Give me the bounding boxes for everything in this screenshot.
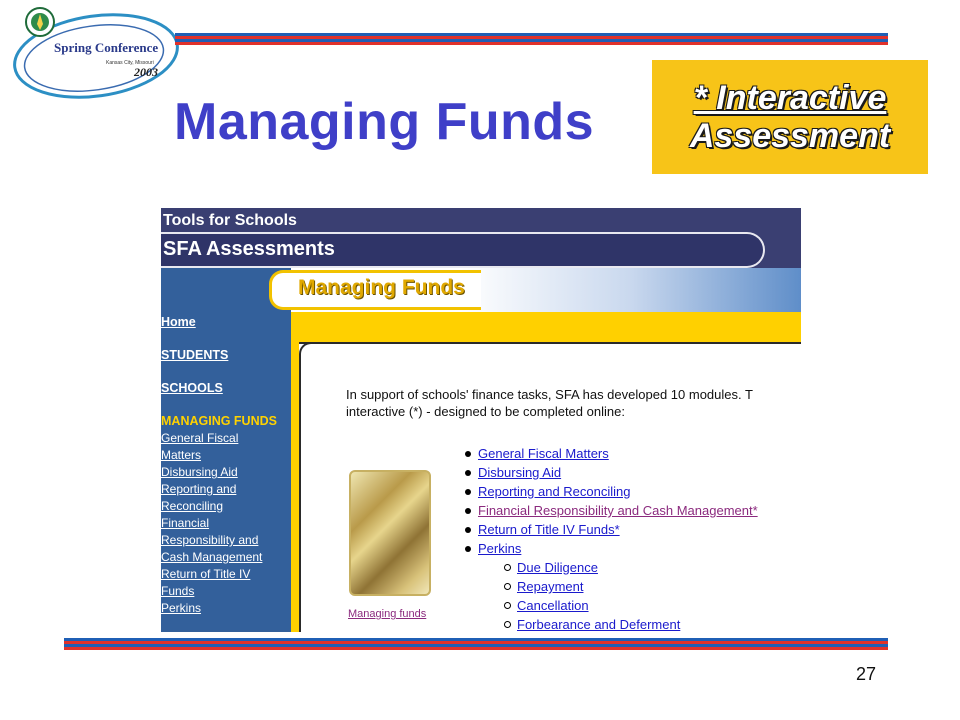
callout-line-2: Assessment [689,117,891,155]
module-link-perkins[interactable]: Perkins [478,541,522,556]
submodule-link-cancellation[interactable]: Cancellation [517,598,589,613]
spring-conference-logo [6,4,182,100]
sidebar-link-general-fiscal[interactable]: General Fiscal [161,431,239,445]
submodule-link-due-diligence[interactable]: Due Diligence [517,560,598,575]
top-divider-stripe [175,33,888,45]
sidebar-link-disbursing-aid[interactable]: Disbursing Aid [161,465,238,479]
site-tools-title: Tools for Schools [163,212,297,229]
sidebar-link-perkins[interactable]: Perkins [161,601,202,615]
sidebar-link-financial[interactable]: Financial [161,516,210,530]
page-number: 27 [856,664,877,684]
sidebar-link-reporting[interactable]: Reporting and [161,482,237,496]
circle-bullet-icon [504,621,511,628]
intro-text [346,386,801,420]
banner-gradient [461,268,801,312]
bottom-divider-stripe [64,638,888,650]
sidebar-link-return-title-iv[interactable]: Return of Title IV [161,567,251,581]
site-sidebar [161,312,291,632]
site-sfa-title: SFA Assessments [163,238,335,260]
interactive-assessment-callout [652,60,928,174]
bullet-icon [465,546,471,552]
callout-line-1: * Interactive [693,79,887,117]
module-link-financial-responsibility[interactable]: Financial Responsibility and Cash Management* [478,503,758,518]
image-caption-link[interactable]: Managing funds [348,608,427,620]
bullet-icon [465,508,471,514]
content-top-border [299,342,801,350]
sidebar-section-managing-funds: MANAGING FUNDS [161,414,277,428]
sidebar-link-cash-management[interactable]: Cash Management [161,550,263,564]
sidebar-link-schools[interactable]: SCHOOLS [161,381,223,395]
module-link-return-title-iv[interactable]: Return of Title IV Funds* [478,522,620,537]
intro-line-2: interactive (*) - designed to be completed online: [346,404,625,419]
logo-title: Spring Conference [54,40,159,55]
module-link-general-fiscal-matters[interactable]: General Fiscal Matters [478,446,609,461]
sidebar-link-funds[interactable]: Funds [161,584,195,598]
content-yellow-top [291,312,801,342]
submodule-link-repayment[interactable]: Repayment [517,579,584,594]
sidebar-link-reconciling[interactable]: Reconciling [161,499,224,513]
bullet-icon [465,527,471,533]
submodule-link-forbearance-deferment[interactable]: Forbearance and Deferment [517,617,681,632]
bullet-icon [465,470,471,476]
circle-bullet-icon [504,583,511,590]
module-link-reporting-reconciling[interactable]: Reporting and Reconciling [478,484,631,499]
circle-bullet-icon [504,602,511,609]
bullet-icon [465,451,471,457]
content-corner-border [299,342,313,632]
circle-bullet-icon [504,564,511,571]
sidebar-link-home[interactable]: Home [161,315,196,329]
slide-title: Managing Funds [174,93,595,151]
logo-location: Kansas City, Missouri [106,60,154,66]
logo-year: 2003 [134,65,158,79]
sidebar-link-responsibility[interactable]: Responsibility and [161,533,259,547]
banner-title: Managing Funds [298,276,465,299]
website-screenshot [161,208,801,632]
bullet-icon [465,489,471,495]
sidebar-link-general-fiscal-matters[interactable]: Matters [161,448,202,462]
money-stack-image[interactable] [349,470,431,596]
intro-line-1: In support of schools' finance tasks, SFA has developed 10 modules. T [346,387,753,402]
module-link-disbursing-aid[interactable]: Disbursing Aid [478,465,562,480]
content-yellow-left [291,312,299,632]
sidebar-link-students[interactable]: STUDENTS [161,348,229,362]
